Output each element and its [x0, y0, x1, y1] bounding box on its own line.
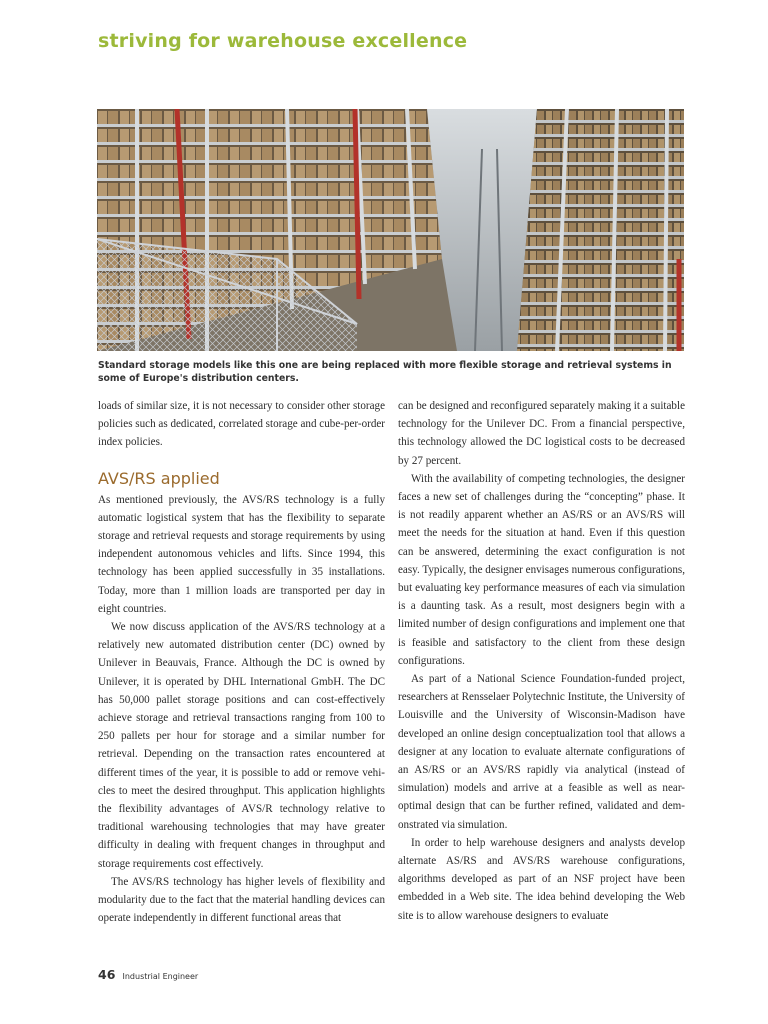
page-number: 46: [98, 967, 116, 982]
publication-name: Industrial Engineer: [122, 972, 199, 981]
body-paragraph: As mentioned previously, the AVS/RS technology is a fully automatic logistical system that has the flexibility to separate storage and retrieval requests and storage requirements by using independent autonomous vehicles and lifts. Since 1994, this technology has been applied successfully in 35 installations. Today, more than 1 million loads are transported per day in eight countries.: [98, 493, 385, 615]
warehouse-photo: [97, 109, 684, 351]
body-paragraph: The AVS/RS technology has higher levels of flexibility and modularity due to the fact that the material handling devices can operate independently in different functional areas that: [98, 875, 385, 925]
body-paragraph: can be designed and reconfigured separately making it a suitable technology for the Unilever DC. From a financial perspective, this technology allowed the DC logistical costs to be decreased by 27 percent.: [398, 400, 685, 467]
body-paragraph: As part of a National Science Foundation-funded project, researchers at Rensselaer Polytechnic Institute, the University of Louisville and the University of Wisconsin-Madison have developed an online design conceptualization tool that allows a designer at any location to evaluate alternate configurations of an AS/RS or an AVS/RS rapidly via analytical (instead of simulation) models and arrive at a feasible as well as near-optimal design that can be further refined, validated and demonstrated via simulation.: [398, 673, 685, 831]
body-paragraph: With the availability of competing technologies, the designer faces a new set of challenges during the “concepting” phase. It is not readily apparent whether an AS/RS or an AVS/RS will meet the needs for the situation at hand. Even if this question can be answered, determining the exact configuration is not easy. Typically, the designer envisages numerous configurations, but evaluating key performance measures of each via simulation is a daunting task. As a result, most designers begin with a limited number of design configurations and implement one that is feasible and satisfactory to the client from these design configurations.: [398, 472, 685, 667]
photo-caption: Standard storage models like this one are being replaced with more flexible storage and retrieval systems in some of Europe's distribution centers.: [98, 360, 672, 384]
left-column: [98, 397, 385, 927]
body-paragraph: In order to help warehouse designers and analysts develop alternate AS/RS and AVS/RS warehouse configurations, algorithms developed as part of an NSF project have been embedded in a Web site. The idea behind developing the Web site is to allow warehouse designers to evaluate: [398, 836, 685, 922]
page-footer: [98, 964, 198, 983]
running-header: striving for warehouse excellence: [98, 30, 468, 52]
body-paragraph: We now discuss application of the AVS/RS technology at a relatively new automated distribution center (DC) owned by Unilever in Beauvais, France. Although the DC is owned by Unilever, it is operated by DHL International GmbH. The DC has 50,000 pallet storage positions and can cost-effectively achieve storage and retrieval transactions ranging from 100 to 250 pallets per hour for storage and a similar number for retrieval. Depending on the transaction rates encountered at different times of the year, it is possible to add or remove vehicles to meet the desired throughput. This application highlights the flexibility advantages of AVS/R technology relative to traditional warehousing technologies that may have greater difficulty in dealing with frequent changes in throughput and storage requirements cost effectively.: [98, 621, 385, 870]
section-heading: AVS/RS applied: [98, 468, 220, 488]
body-paragraph: loads of similar size, it is not necessary to consider other storage policies such as dedicated, correlated storage and cube-per-order index policies.: [98, 400, 385, 449]
right-column: [398, 397, 685, 925]
